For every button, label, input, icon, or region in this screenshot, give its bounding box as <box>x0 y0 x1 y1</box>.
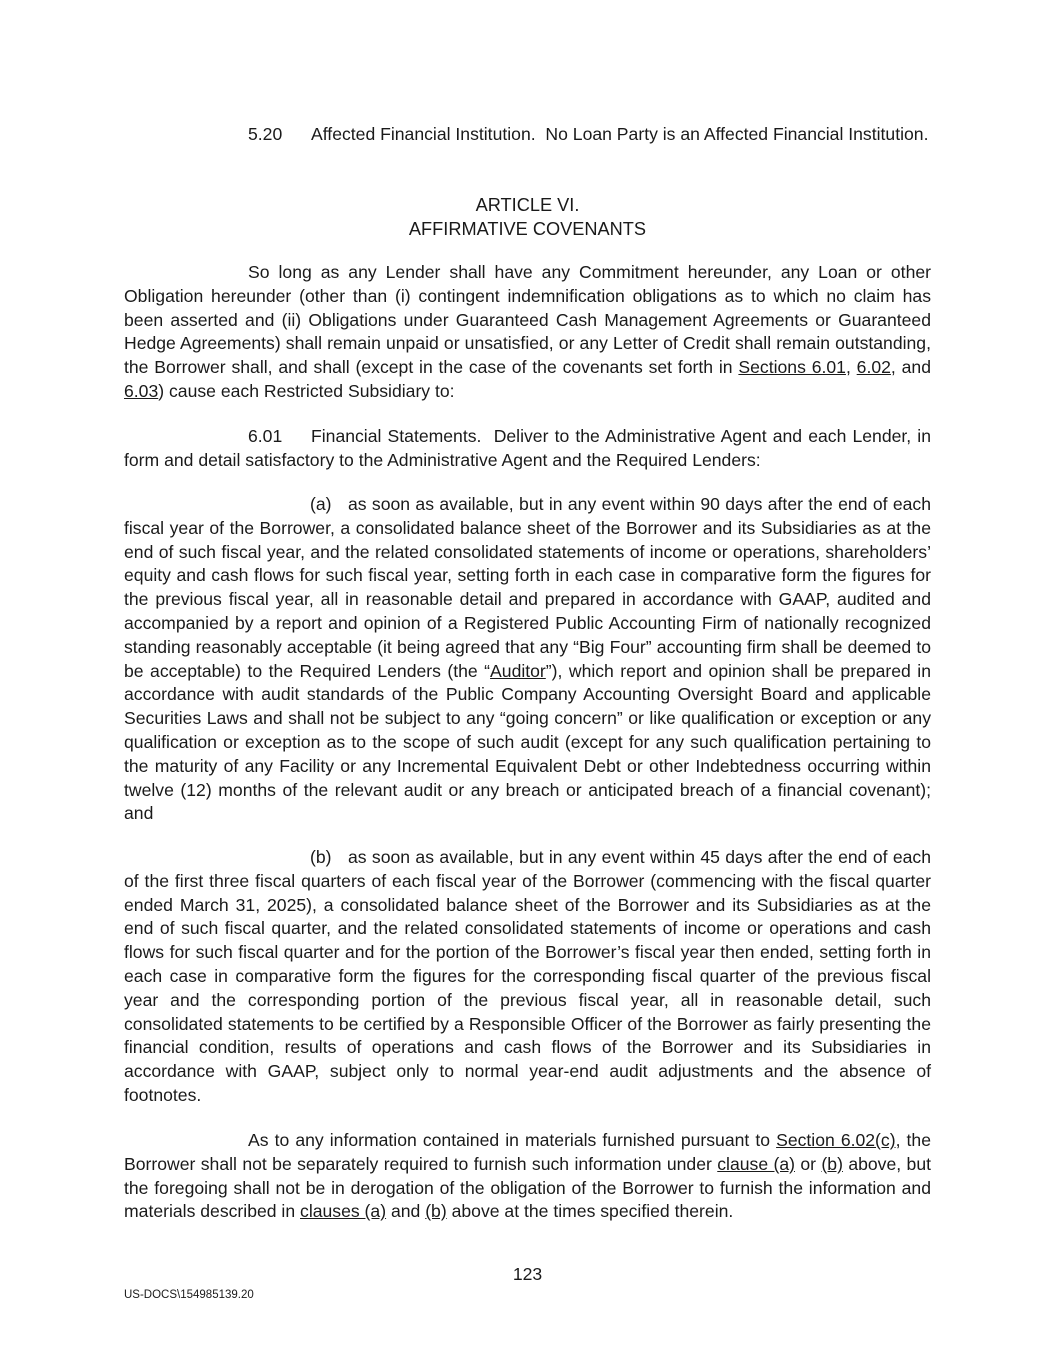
article-title: AFFIRMATIVE COVENANTS <box>408 219 647 239</box>
closing-text-f: above at the times specified therein. <box>446 1201 734 1222</box>
section-5-20-text: No Loan Party is an Affected Financial Institution. <box>545 124 929 144</box>
intro-ref-6-03: 6.03 <box>124 380 159 401</box>
section-6-01-text: Deliver to the Administrative Agent and each Lender, in form and detail satisfactory to the Administrative Agent and the Required Lenders: <box>124 426 931 470</box>
section-5-20 <box>124 123 931 147</box>
closing-ref-b-2: (b) <box>425 1201 447 1222</box>
clause-b-label: (b) <box>310 847 332 867</box>
article-number: ARTICLE VI. <box>475 195 580 215</box>
page-number: 123 <box>512 1264 543 1284</box>
clause-a-text-a: as soon as available, but in any event within 90 days after the end of each fiscal year of the Borrower, a consolidated balance sheet of the Borrower and its Subsidiaries as at the end of such fiscal year, and the related consolidated statements of income or operations, shareholders’ equity and cash flows for such fiscal year, setting forth in each case in comparative form the figures for the previous fiscal year, all in reasonable detail and prepared in accordance with GAAP, audited and accompanied by a report and opinion of a Registered Public Accounting Firm of nationally recognized standing reasonably acceptable (it being agreed that any “Big Four” accounting firm shall be deemed to be acceptable) to the Required Lenders (the “ <box>124 494 931 681</box>
intro-text-b: ) cause each Restricted Subsidiary to: <box>158 380 455 401</box>
closing-text-b: , the Borrower shall not be separately required to furnish such information under <box>124 1130 931 1174</box>
closing-ref-b: (b) <box>821 1153 843 1174</box>
section-6-01-heading: Financial Statements. <box>311 426 482 446</box>
intro-sep-1: , <box>845 357 857 378</box>
section-5-20-number: 5.20 <box>248 124 283 144</box>
intro-text-a: So long as any Lender shall have any Commitment hereunder, any Loan or other Obligation hereunder (other than (i) contingent indemnification obligations as to which no claim has been asserted and (ii) Obligations under Guaranteed Cash Management Agreements or Guaranteed Hedge Agreements) shall remain unpaid or unsatisfied, or any Letter of Credit shall remain outstanding, the Borrower shall, and shall (except in the case of the covenants set forth in <box>124 262 931 378</box>
section-6-01-number: 6.01 <box>248 426 283 446</box>
closing-text-d: above, but the foregoing shall not be in derogation of the obligation of the Borrower to furnish the information and materials described in <box>124 1153 931 1222</box>
intro-paragraph <box>124 261 931 404</box>
clause-a-label: (a) <box>310 494 332 514</box>
closing-text-c: or <box>795 1153 822 1174</box>
intro-ref-6-02: 6.02 <box>856 357 891 378</box>
intro-sep-2: , and <box>890 357 931 378</box>
section-5-20-heading: Affected Financial Institution. <box>311 124 536 144</box>
closing-ref-clause-a: clause (a) <box>717 1153 795 1174</box>
closing-ref-section-6-02c: Section 6.02(c) <box>776 1130 896 1150</box>
document-id: US-DOCS\154985139.20 <box>124 1289 254 1301</box>
clause-a-defined-term-auditor: Auditor <box>490 660 546 681</box>
clause-a-text-b: ”), which report and opinion shall be prepared in accordance with audit standards of the Public Company Accounting Oversight Board and applicable Securities Laws and shall not be subject to any “going concern” or like qualification or exception or any qualification or exception as to the scope of such audit (except for any such qualification pertaining to the maturity of any Facility or any Incremental Equivalent Debt or other Indebtedness occurring within twelve (12) months of the relevant audit or any breach or anticipated breach of a financial covenant); and <box>124 660 932 824</box>
clause-b <box>124 846 931 1108</box>
closing-ref-clauses-a: clauses (a) <box>300 1201 387 1222</box>
intro-ref-sections-6-01: Sections 6.01 <box>738 357 846 378</box>
clause-b-text: as soon as available, but in any event within 45 days after the end of each of the first three fiscal quarters of each fiscal year of the Borrower (commencing with the fiscal quarter ended March 31, 2025), a consolidated balance sheet of the Borrower and its Subsidiaries as at the end of such fiscal quarter, and the related consolidated statements of income or operations and cash flows for such fiscal quarter and for the portion of the Borrower’s fiscal year then ended, setting forth in each case in comparative form the figures for the corresponding fiscal quarter of the previous fiscal year and the corresponding portion of the previous fiscal year, all in reasonable detail, such consolidated statements to be certified by a Responsible Officer of the Borrower as fairly presenting the financial condition, results of operations and cash flows of the Borrower and its Subsidiaries in accordance with GAAP, subject only to normal year-end audit adjustments and the absence of footnotes. <box>124 847 931 1105</box>
closing-paragraph <box>124 1129 931 1224</box>
clause-a <box>124 493 931 826</box>
closing-text-e: and <box>386 1201 426 1222</box>
closing-text-a: As to any information contained in materials furnished pursuant to <box>248 1130 777 1150</box>
section-6-01 <box>124 425 931 473</box>
